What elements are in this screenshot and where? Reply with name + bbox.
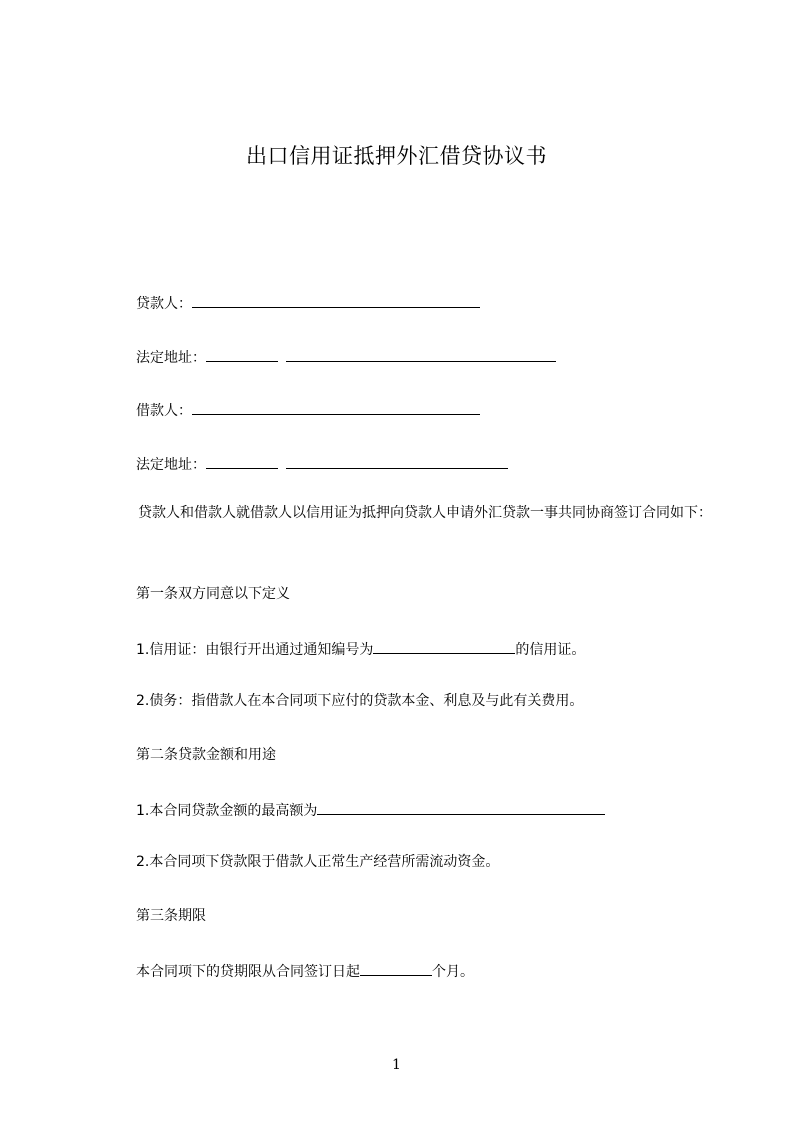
borrower-label: 借款人： (136, 403, 192, 419)
lender-blank[interactable] (192, 292, 480, 308)
article3-text-suffix: 个月。 (432, 964, 474, 980)
article1-item1-prefix: 1.信用证：由银行开出通过通知编号为 (136, 642, 374, 658)
lender-address-blank-1[interactable] (206, 346, 278, 362)
article2-item1-text: 1.本合同贷款金额的最高额为 (136, 803, 318, 819)
loan-term-blank[interactable] (360, 960, 432, 976)
borrower-address-line (136, 453, 508, 475)
lender-address-blank-2[interactable] (286, 346, 556, 362)
preamble-paragraph: 贷款人和借款人就借款人以信用证为抵押向贷款人申请外汇贷款一事共同协商签订合同如下： (138, 505, 712, 521)
lender-line (136, 292, 480, 314)
article1-item1-suffix: 的信用证。 (515, 642, 586, 658)
notice-number-blank[interactable] (373, 638, 515, 654)
borrower-address-blank-2[interactable] (286, 453, 508, 469)
article1-item2: 2.债务：指借款人在本合同项下应付的贷款本金、利息及与此有关费用。 (136, 693, 584, 709)
article2-item1 (136, 799, 605, 821)
article1-heading: 第一条双方同意以下定义 (136, 586, 290, 602)
article3-heading: 第三条期限 (136, 908, 206, 924)
page-number: 1 (392, 1057, 401, 1073)
document-title: 出口信用证抵押外汇借贷协议书 (246, 144, 547, 168)
article3-text-prefix: 本合同项下的贷期限从合同签订日起 (136, 964, 360, 980)
lender-address-label: 法定地址： (136, 350, 206, 366)
article1-item1 (136, 638, 585, 660)
article3-text (136, 960, 474, 982)
borrower-blank[interactable] (192, 399, 480, 415)
loan-amount-blank[interactable] (317, 799, 605, 815)
lender-address-line (136, 346, 556, 368)
borrower-line (136, 399, 480, 421)
article2-item2: 2.本合同项下贷款限于借款人正常生产经营所需流动资金。 (136, 854, 500, 870)
borrower-address-label: 法定地址： (136, 457, 206, 473)
lender-label: 贷款人： (136, 296, 192, 312)
borrower-address-blank-1[interactable] (206, 453, 278, 469)
article2-heading: 第二条贷款金额和用途 (136, 747, 276, 763)
